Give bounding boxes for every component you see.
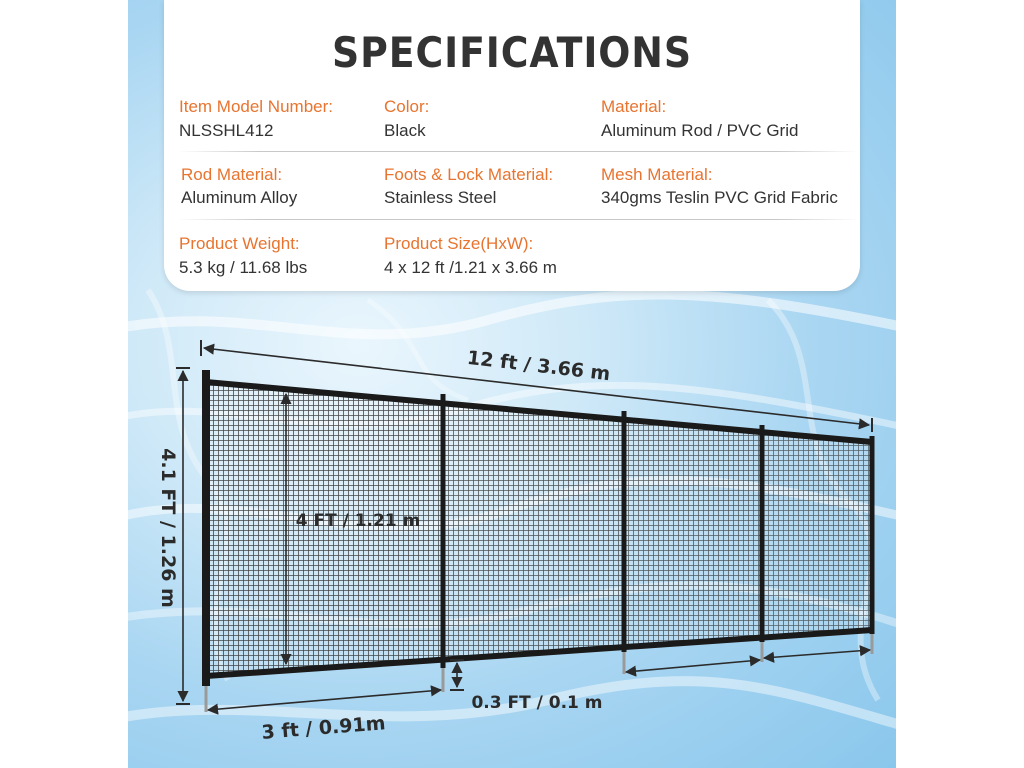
spec-label-mesh-material: Mesh Material: [601, 165, 713, 184]
spec-value-color: Black [384, 121, 426, 140]
spec-value-material: Aluminum Rod / PVC Grid [601, 121, 799, 140]
panel-width-dimension [208, 690, 441, 710]
spec-label-model-number: Item Model Number: [179, 97, 333, 116]
spec-label-rod-material: Rod Material: [181, 165, 283, 184]
page-title: SPECIFICATIONS [332, 28, 692, 77]
spec-label-foots-lock-material: Foots & Lock Material: [384, 165, 554, 184]
spec-label-material: Material: [601, 97, 667, 116]
spec-value-product-size: 4 x 12 ft /1.21 x 3.66 m [384, 258, 557, 277]
spec-value-mesh-material: 340gms Teslin PVC Grid Fabric [601, 188, 838, 207]
spec-label-color: Color: [384, 97, 430, 116]
spec-value-rod-material: Aluminum Alloy [181, 188, 298, 207]
spec-value-product-weight: 5.3 kg / 11.68 lbs [179, 258, 308, 277]
spec-value-model-number: NLSSHL412 [179, 121, 274, 140]
stake-length-dimension [450, 660, 464, 690]
product-image [128, 0, 896, 768]
mesh-height-label: 4 FT / 1.21 m [295, 511, 421, 531]
fence-dimension-diagram [128, 0, 896, 768]
spec-label-product-weight: Product Weight: [179, 234, 300, 253]
total-height-label: 4.1 FT / 1.26 m [157, 448, 179, 608]
stake-length-label: 0.3 FT / 0.1 m [471, 693, 603, 713]
panel-width-guides [626, 650, 870, 672]
spec-label-product-size: Product Size(HxW): [384, 234, 534, 253]
total-width-label: 12 ft / 3.66 m [465, 346, 612, 386]
spec-value-foots-lock-material: Stainless Steel [384, 188, 497, 207]
panel-width-label: 3 ft / 0.91m [260, 712, 387, 744]
